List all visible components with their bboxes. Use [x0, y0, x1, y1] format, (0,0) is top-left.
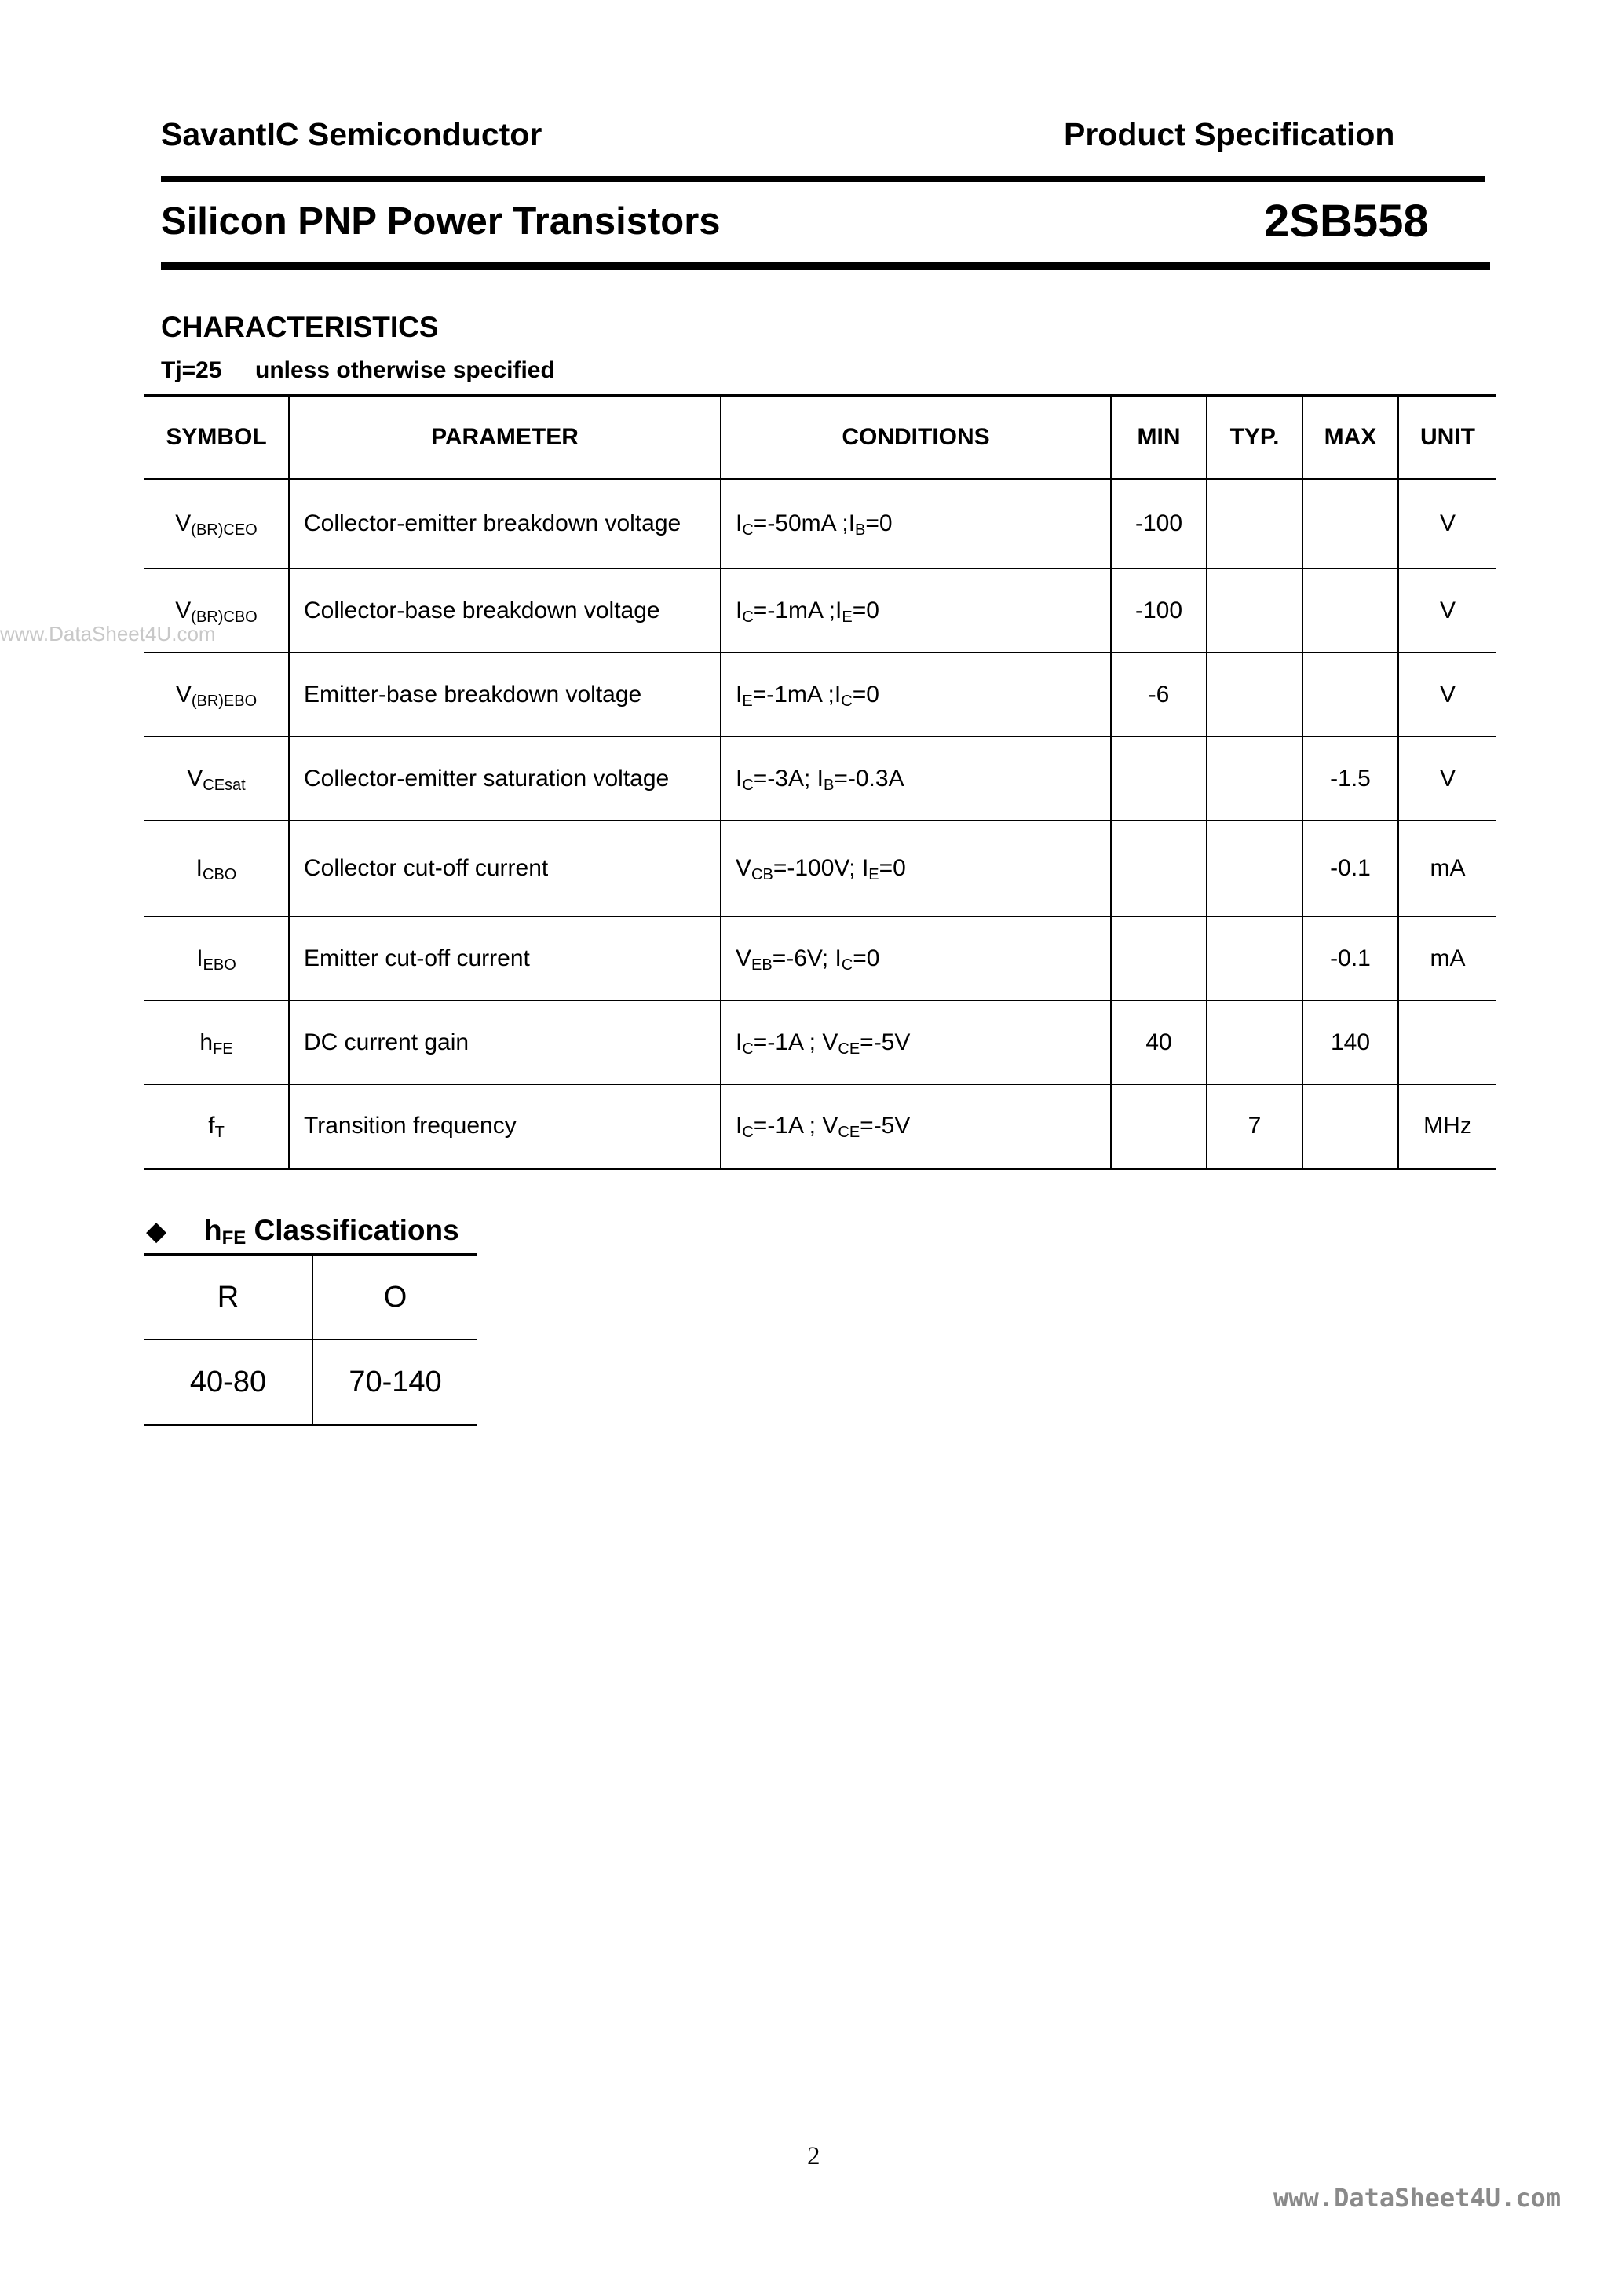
side-watermark: www.DataSheet4U.com — [0, 622, 216, 645]
tj-condition: Tj=25 — [161, 357, 222, 383]
conditions-cell: $I_C=-3A$; $I_B=-0.3A$ — [721, 737, 1111, 821]
footer-watermark: www.DataSheet4U.com — [1273, 2183, 1562, 2213]
max-cell: -1.5 — [1302, 737, 1398, 821]
table-row — [144, 1255, 477, 1340]
conditions-cell: $I_C=-50mA$ $;I_B=0$ — [721, 479, 1111, 569]
symbol-cell: $V_{(BR)EBO}$ — [144, 653, 289, 737]
conditions-cell: $V_{CB}=-100V$; $I_E=0$ — [721, 821, 1111, 916]
part-number: 2SB558 — [1264, 196, 1429, 247]
max-cell — [1302, 479, 1398, 569]
max-cell: -0.1 — [1302, 916, 1398, 1000]
max-cell — [1302, 653, 1398, 737]
min-cell — [1111, 737, 1207, 821]
min-cell: -6 — [1111, 653, 1207, 737]
typ-cell — [1207, 653, 1302, 737]
classifications-table — [144, 1253, 477, 1426]
typ-cell — [1207, 916, 1302, 1000]
characteristics-heading: CHARACTERISTICS — [161, 311, 439, 343]
parameter-cell: DC current gain — [289, 1000, 721, 1084]
diamond-bullet-icon: ◆ — [146, 1216, 167, 1246]
class-label-cell: R — [144, 1255, 312, 1340]
header-rule-top — [161, 176, 1485, 182]
table-row — [144, 569, 1496, 653]
parameter-cell: Collector-emitter saturation voltage — [289, 737, 721, 821]
unit-cell: V — [1439, 681, 1456, 707]
typ-cell — [1207, 1000, 1302, 1084]
parameter-cell: Collector cut-off current — [289, 821, 721, 916]
page-title: Silicon PNP Power Transistors — [161, 200, 721, 243]
min-cell: -100 — [1111, 569, 1207, 653]
typ-cell — [1207, 569, 1302, 653]
conditions-cell: $I_C=-1mA$ $;I_E=0$ — [721, 569, 1111, 653]
unit-cell: MHz — [1423, 1113, 1472, 1139]
max-cell: -0.1 — [1302, 821, 1398, 916]
max-cell — [1302, 1084, 1398, 1168]
symbol-cell: $f_T$ — [144, 1084, 289, 1168]
typ-cell — [1207, 737, 1302, 821]
table-row — [144, 479, 1496, 569]
characteristics-table — [144, 394, 1496, 1170]
col-header: SYMBOL — [144, 396, 289, 480]
symbol-cell: $I_{CBO}$ — [144, 821, 289, 916]
table-header-row — [144, 396, 1496, 480]
typ-cell — [1207, 821, 1302, 916]
min-cell: 40 — [1111, 1000, 1207, 1084]
min-cell — [1111, 916, 1207, 1000]
unit-cell: V — [1439, 597, 1456, 623]
header-rule-bottom — [161, 262, 1490, 270]
table-row — [144, 1000, 1496, 1084]
document-type: Product Specification — [1064, 116, 1395, 152]
parameter-cell: Collector-base breakdown voltage — [289, 569, 721, 653]
unit-cell: V — [1439, 765, 1456, 792]
max-cell: 140 — [1302, 1000, 1398, 1084]
col-header: MAX — [1302, 396, 1398, 480]
min-cell: -100 — [1111, 479, 1207, 569]
col-header: UNIT — [1420, 424, 1475, 450]
col-header: PARAMETER — [289, 396, 721, 480]
parameter-cell: Emitter-base breakdown voltage — [289, 653, 721, 737]
class-range-cell: 70-140 — [349, 1365, 442, 1398]
unit-cell: mA — [1430, 855, 1466, 881]
parameter-cell: Transition frequency — [289, 1084, 721, 1168]
spec-note: unless otherwise specified — [255, 357, 555, 383]
col-header: MIN — [1111, 396, 1207, 480]
unit-cell: mA — [1430, 945, 1466, 971]
conditions-cell: $I_C=-1A$ ; $V_{CE}=-5V$ — [721, 1000, 1111, 1084]
col-header: CONDITIONS — [721, 396, 1111, 480]
class-label-cell: O — [383, 1280, 407, 1314]
symbol-cell: $h_{FE}$ — [144, 1000, 289, 1084]
table-row — [144, 1340, 477, 1425]
table-row — [144, 821, 1496, 916]
symbol-cell: $V_{(BR)CEO}$ — [144, 479, 289, 569]
page-number: 2 — [807, 2142, 820, 2170]
table-row — [144, 737, 1496, 821]
parameter-cell: Emitter cut-off current — [289, 916, 721, 1000]
unit-cell — [1398, 1000, 1496, 1084]
col-header: TYP. — [1207, 396, 1302, 480]
conditions-cell: $I_C=-1A$ ; $V_{CE}=-5V$ — [721, 1084, 1111, 1168]
class-range-cell: 40-80 — [144, 1340, 312, 1425]
parameter-cell: Collector-emitter breakdown voltage — [289, 479, 721, 569]
typ-cell — [1207, 479, 1302, 569]
conditions-cell: $V_{EB}=-6V$; $I_C=0$ — [721, 916, 1111, 1000]
min-cell — [1111, 1084, 1207, 1168]
unit-cell: V — [1439, 510, 1456, 536]
company-name: SavantIC Semiconductor — [161, 116, 542, 152]
classifications-title: $h_{FE}$ Classifications — [204, 1214, 459, 1249]
typ-cell: 7 — [1207, 1084, 1302, 1168]
symbol-cell: $V_{(BR)CBO}$ — [144, 569, 289, 653]
min-cell — [1111, 821, 1207, 916]
max-cell — [1302, 569, 1398, 653]
table-row — [144, 1084, 1496, 1168]
table-row — [144, 916, 1496, 1000]
symbol-cell: $I_{EBO}$ — [144, 916, 289, 1000]
conditions-cell: $I_E=-1mA$ $;I_C=0$ — [721, 653, 1111, 737]
symbol-cell: $V_{CEsat}$ — [144, 737, 289, 821]
table-row — [144, 653, 1496, 737]
